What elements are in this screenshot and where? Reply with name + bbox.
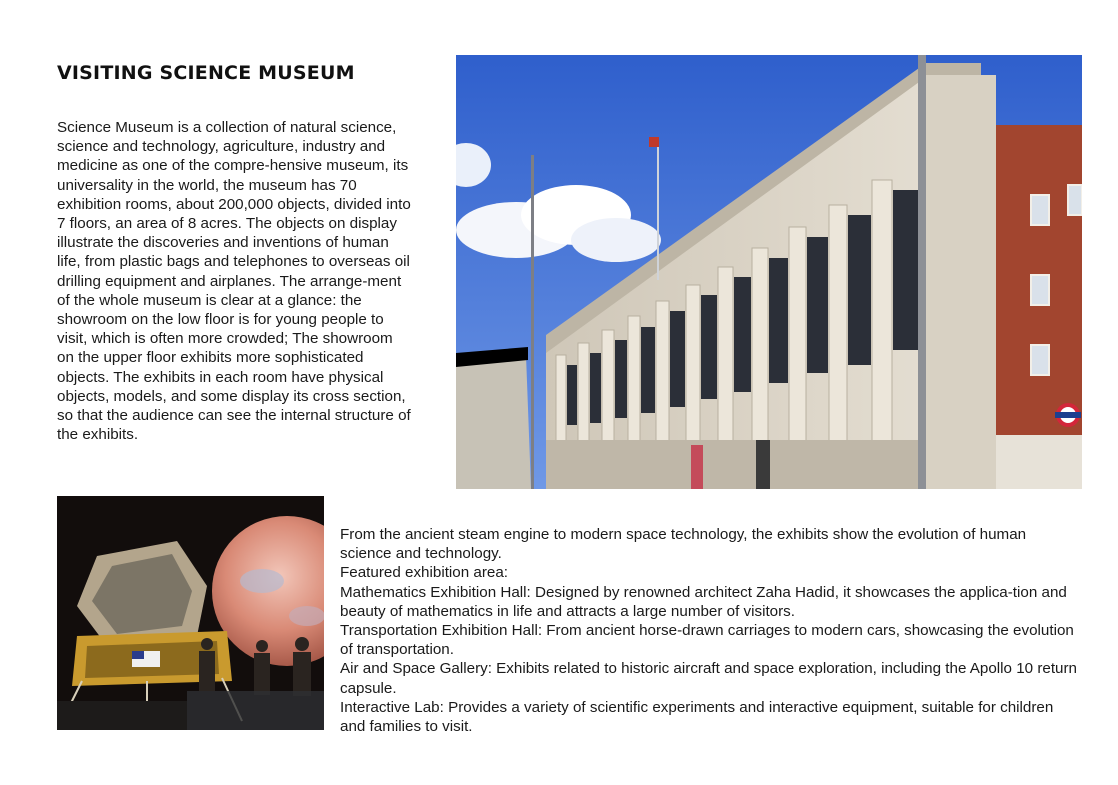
page-title: VISITING SCIENCE MUSEUM	[57, 62, 355, 84]
space-gallery-photo	[57, 496, 324, 730]
museum-building-photo	[456, 55, 1082, 489]
intro-paragraph: Science Museum is a collection of natural science, science and technology, agriculture, industry and medicine as one of the compre-hensive museum, its universality in the world, the museum has 70 exhibition rooms, about 200,000 objects, divided into 7 floors, an area of 8 acres. The objects on display illustrate the discoveries and inventions of human life, from plastic bags and telephones to overseas oil drilling equipment and airplanes. The arrange-ment of the whole museum is clear at a glance: the showroom on the low floor is for young people to visit, which is often more crowded; The showroom on the upper floor exhibits more sophisticated objects. The exhibits in each room have physical objects, models, and some display its cross section, so that the audience can see the internal structure of the exhibits.	[57, 119, 411, 444]
details-section	[340, 525, 1080, 736]
details-item-interactive-lab: Interactive Lab: Provides a variety of scientific experiments and interactive equipment, suitable for children and families to visit.	[340, 698, 1054, 736]
details-item-transportation: Transportation Exhibition Hall: From ancient horse-drawn carriages to modern cars, showcasing the evolution of transportation.	[340, 622, 1074, 659]
details-paragraph: From the ancient steam engine to modern space technology, the exhibits show the evolution of human science and technology.	[340, 526, 1027, 563]
details-item-mathematics: Mathematics Exhibition Hall: Designed by renowned architect Zaha Hadid, it showcases the applica-tion and beauty of mathematics in life and attracts a large number of visitors.	[340, 583, 1067, 620]
details-item-air-space: Air and Space Gallery: Exhibits related to historic aircraft and space exploration, including the Apollo 10 return capsule.	[340, 660, 1078, 697]
details-heading: Featured exhibition area:	[340, 564, 509, 582]
